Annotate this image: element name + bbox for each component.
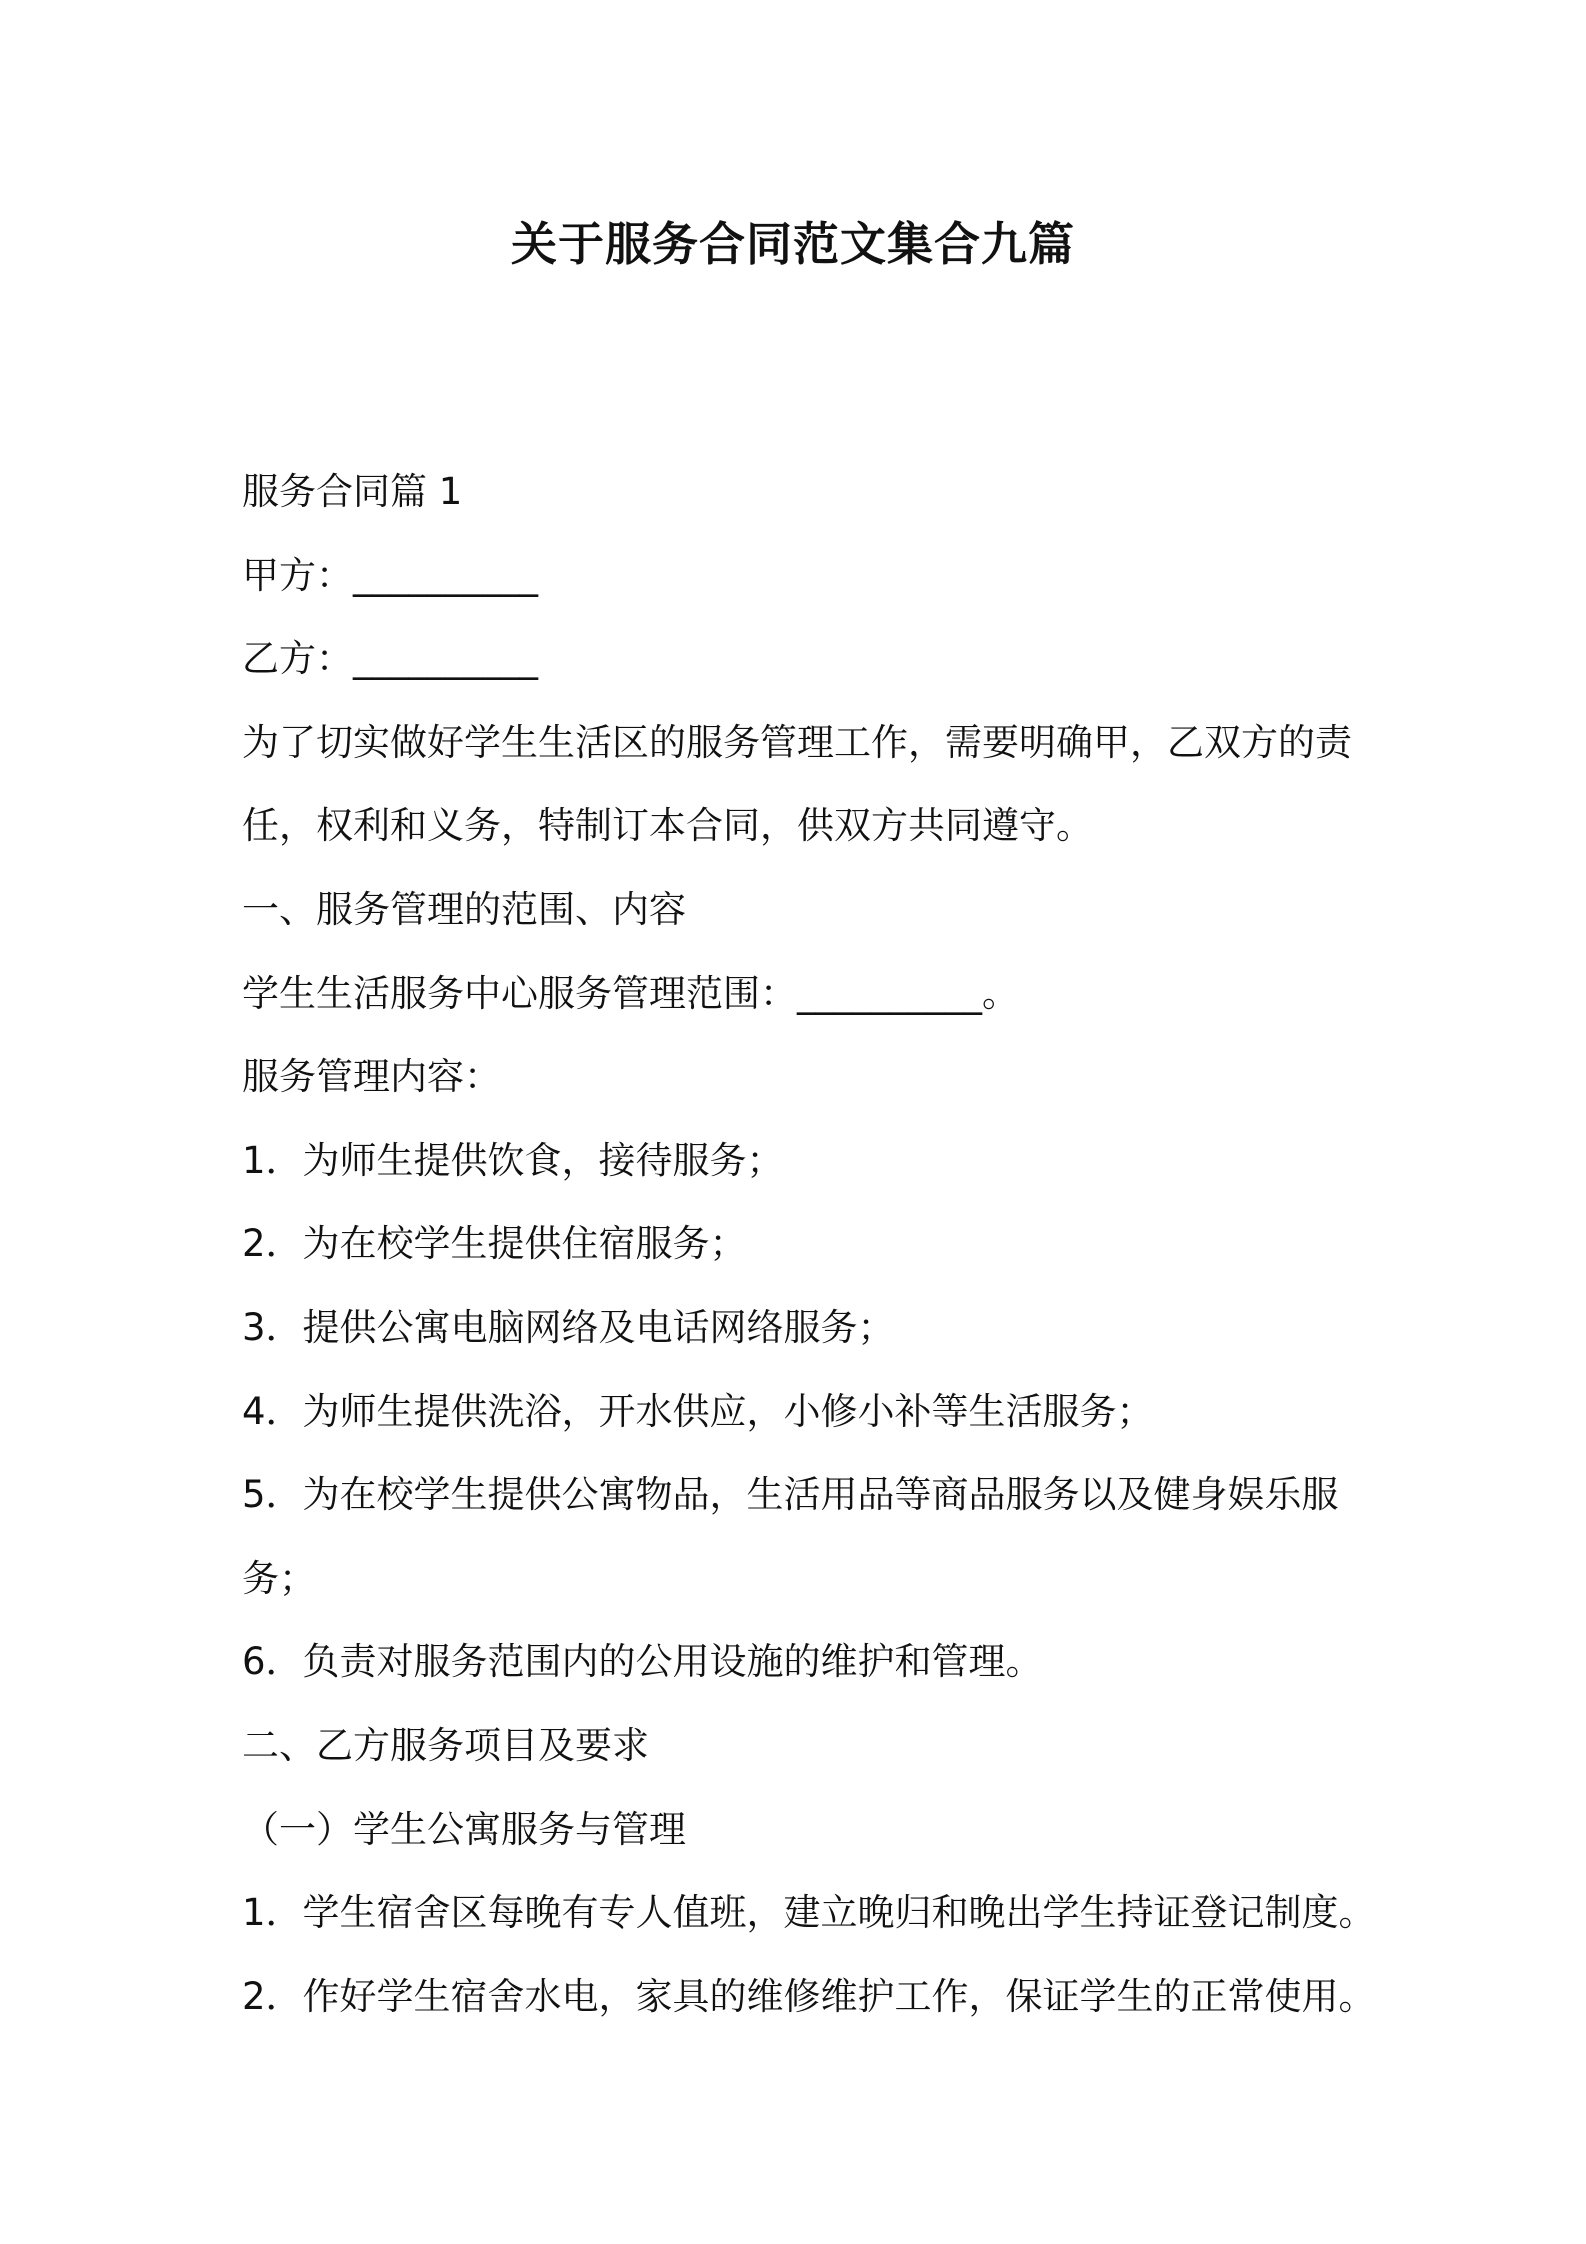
list-item: 1．为师生提供饮食，接待服务； (242, 1138, 784, 1182)
list-item: 2．为在校学生提供住宿服务； (242, 1222, 747, 1266)
subclause-heading: （一）学生公寓服务与管理 (242, 1807, 686, 1851)
list-item: 2．作好学生宿舍水电，家具的维修维护工作，保证学生的正常使用。 (242, 1974, 1376, 2018)
intro-paragraph: 为了切实做好学生生活区的服务管理工作，需要明确甲，乙双方的责任，权利和义务，特制订本合同，供双方共同遵守。 (242, 720, 1352, 848)
paragraph: 学生生活服务中心服务管理范围：__________。 (242, 971, 1019, 1015)
document-title: 关于服务合同范文集合九篇 (511, 217, 1075, 271)
party-b-field: 乙方：__________ (242, 637, 538, 681)
list-item: 3．提供公寓电脑网络及电话网络服务； (242, 1305, 895, 1349)
list-item: 6．负责对服务范围内的公用设施的维护和管理。 (242, 1640, 1043, 1684)
document-body (242, 450, 1376, 2038)
section-heading: 服务合同篇 1 (242, 470, 463, 513)
paragraph: 服务管理内容： (242, 1055, 501, 1099)
clause-heading: 一、服务管理的范围、内容 (242, 887, 686, 931)
list-item: 1．学生宿舍区每晚有专人值班，建立晚归和晚出学生持证登记制度。 (242, 1891, 1376, 1935)
clause-heading: 二、乙方服务项目及要求 (242, 1723, 649, 1767)
list-item: 4．为师生提供洗浴，开水供应，小修小补等生活服务； (242, 1389, 1154, 1433)
party-a-field: 甲方：__________ (242, 553, 538, 597)
list-item: 5．为在校学生提供公寓物品，生活用品等商品服务以及健身娱乐服务； (242, 1473, 1339, 1600)
